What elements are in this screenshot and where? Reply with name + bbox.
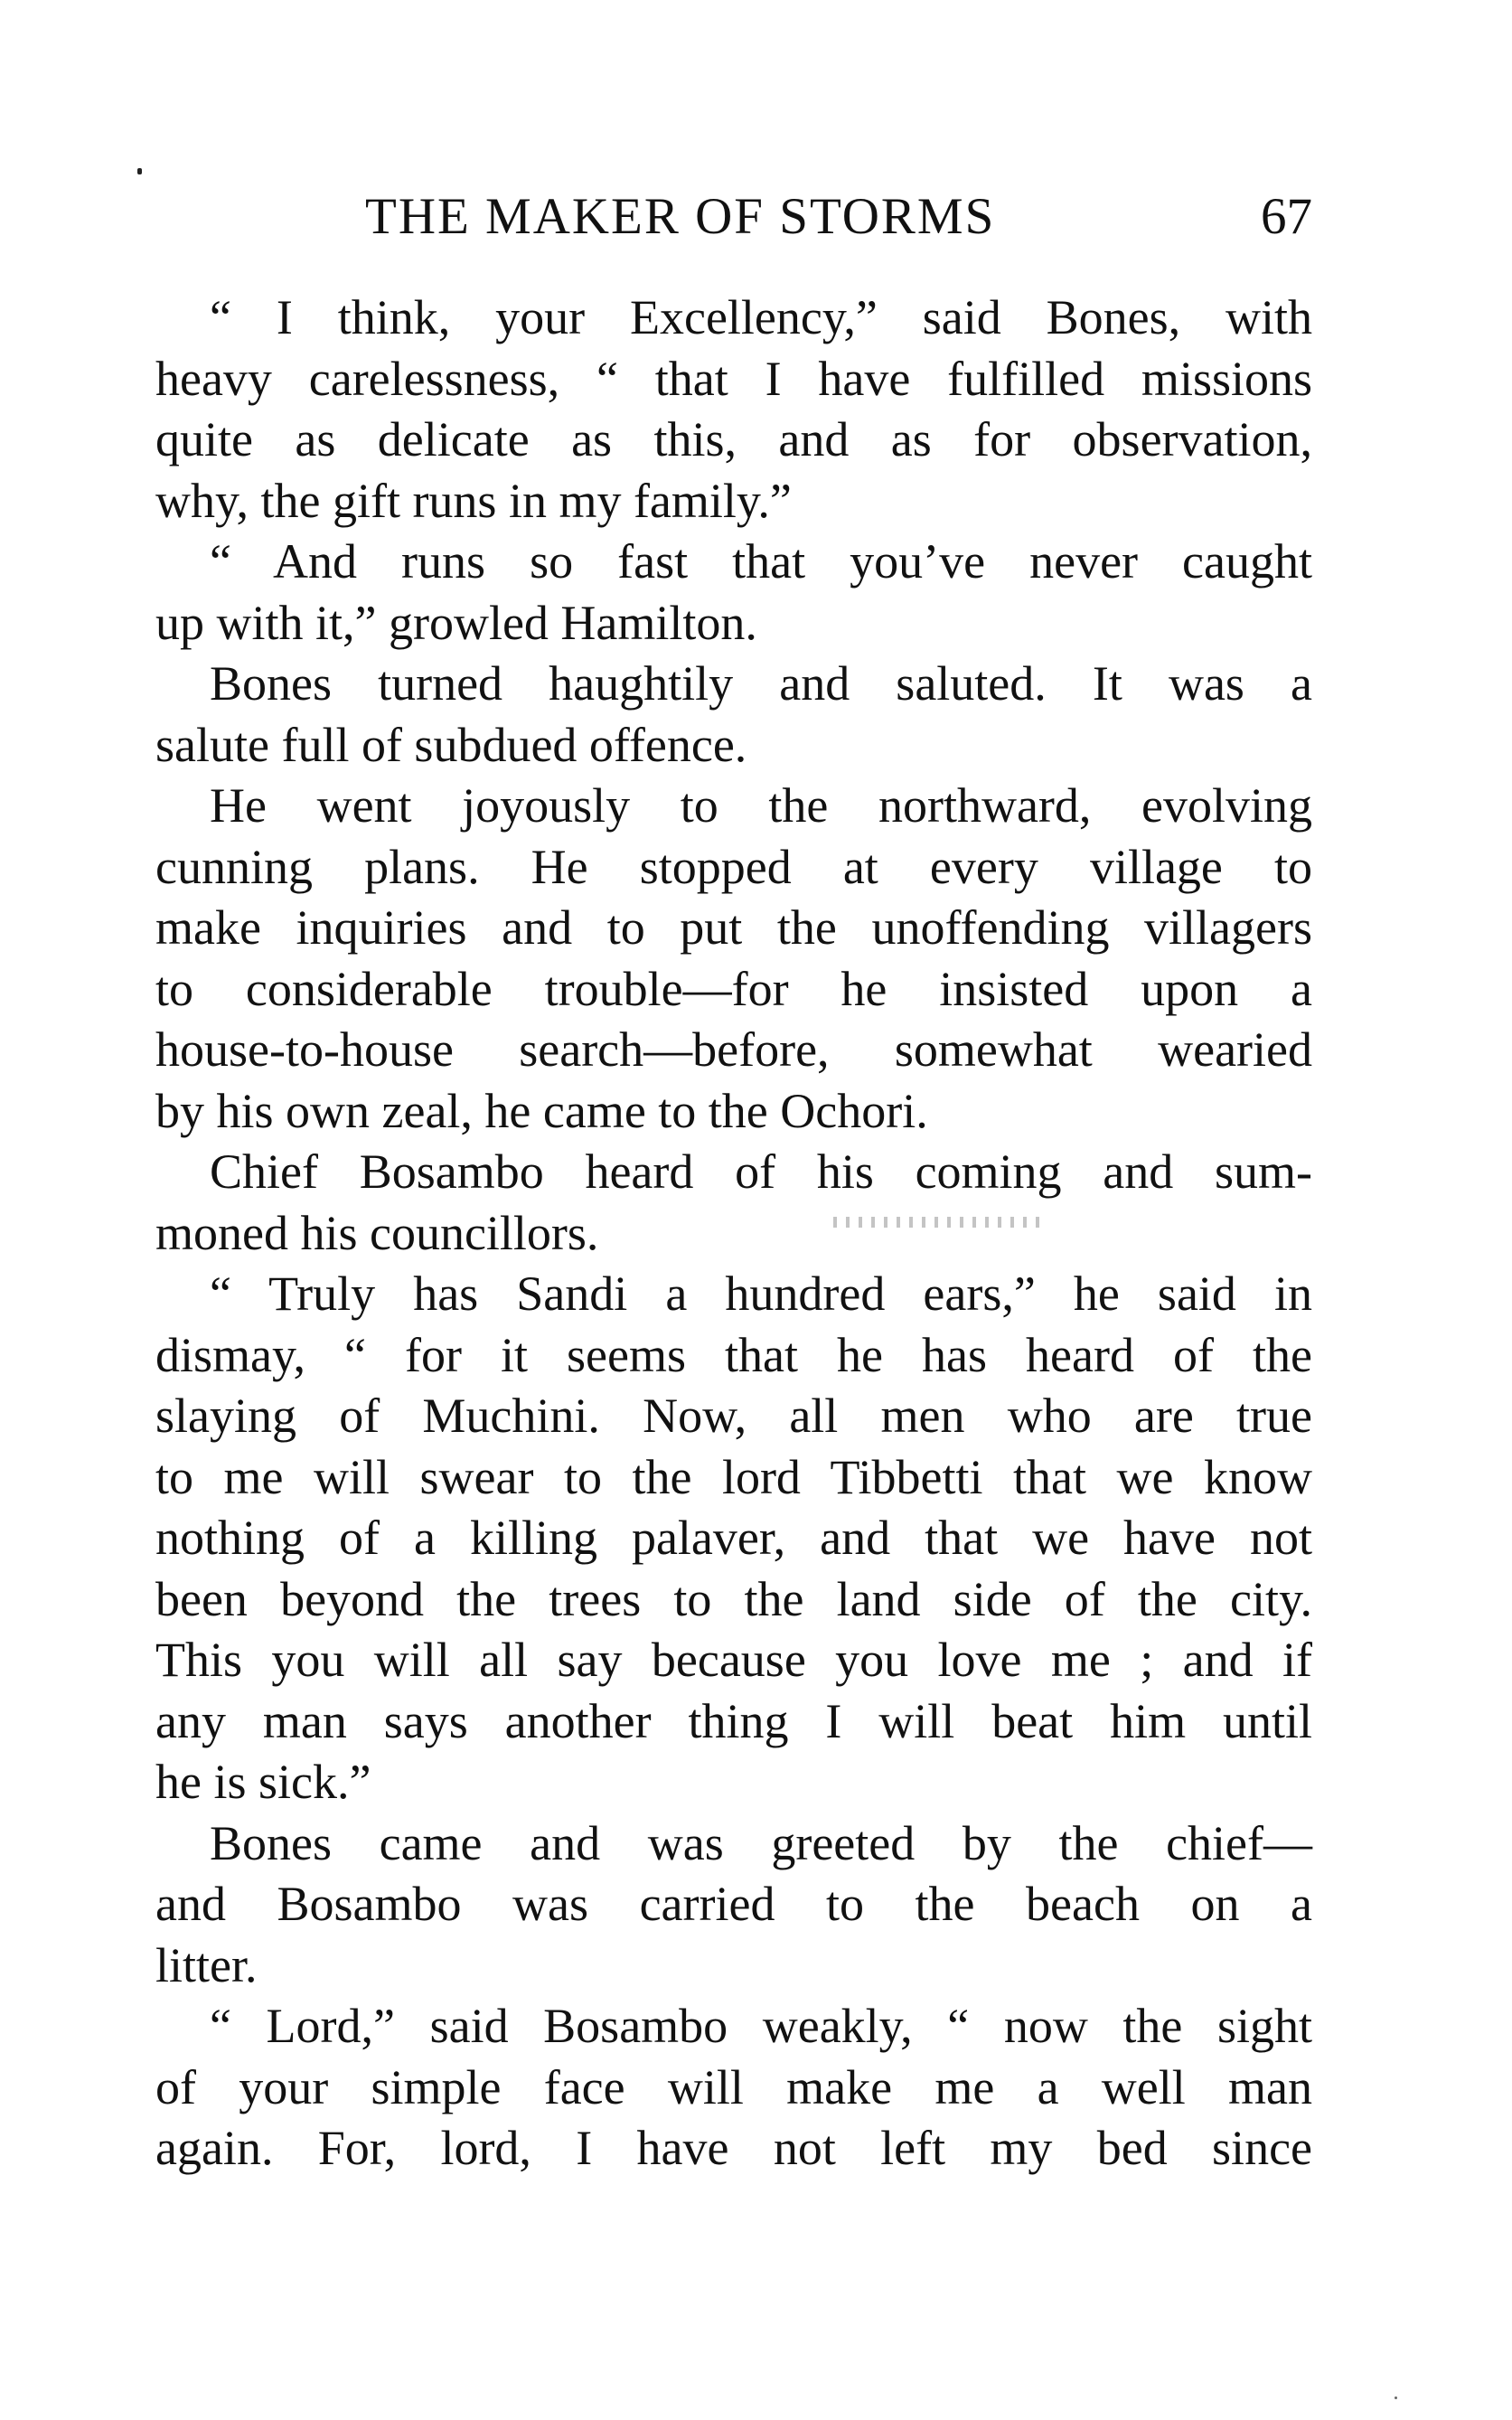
paragraph [155, 776, 1312, 1142]
print-smudge [833, 1217, 1041, 1228]
running-header [155, 185, 1312, 249]
text-line: Bones turned haughtily and saluted. It was a [210, 656, 1312, 711]
text-line: to me will swear to the lord Tibbetti that we know [155, 1449, 1312, 1504]
paragraph [155, 1142, 1312, 1264]
text-line: heavy carelessness, “ that I have fulfilled missions [155, 351, 1312, 406]
paragraph [155, 654, 1312, 776]
text-line: again. For, lord, I have not left my bed since [155, 2121, 1312, 2175]
text-line: to considerable trouble—for he insisted upon a [155, 961, 1312, 1016]
text-line: quite as delicate as this, and as for observation, [155, 412, 1312, 466]
paragraph [155, 1813, 1312, 1997]
body-text [155, 287, 1312, 2180]
print-speck [1395, 2396, 1397, 2399]
text-line: make inquiries and to put the unoffending villagers [155, 900, 1312, 955]
text-line: This you will all say because you love me ; and if [155, 1633, 1312, 1687]
text-line: slaying of Muchini. Now, all men who are true [155, 1389, 1312, 1443]
text-line: “ I think, your Excellency,” said Bones, with [210, 290, 1312, 344]
text-line: been beyond the trees to the land side of the city. [155, 1571, 1312, 1626]
text-line: and Bosambo was carried to the beach on a [155, 1877, 1312, 1931]
text-line: He went joyously to the northward, evolving [210, 778, 1312, 833]
text-line: up with it,” growled Hamilton. [155, 595, 757, 650]
paragraph [155, 532, 1312, 654]
paragraph [155, 287, 1312, 532]
paragraph [155, 1996, 1312, 2180]
text-line: by his own zeal, he came to the Ochori. [155, 1083, 928, 1138]
text-line: litter. [155, 1937, 258, 1992]
text-line: of your simple face will make me a well man [155, 2059, 1312, 2114]
text-line: why, the gift runs in my family.” [155, 473, 792, 528]
text-line: house-to-house search—before, somewhat wearied [155, 1022, 1312, 1077]
text-line: any man says another thing I will beat him until [155, 1693, 1312, 1748]
text-line: nothing of a killing palaver, and that we have not [155, 1511, 1312, 1565]
running-title: THE MAKER OF STORMS [365, 188, 996, 245]
text-line: “ Truly has Sandi a hundred ears,” he said in [210, 1266, 1312, 1321]
text-line: “ Lord,” said Bosambo weakly, “ now the sight [210, 1999, 1312, 2053]
text-line: he is sick.” [155, 1755, 371, 1809]
text-line: “ And runs so fast that you’ve never caught [210, 534, 1312, 589]
text-line: dismay, “ for it seems that he has heard of the [155, 1327, 1312, 1382]
text-line: moned his councillors. [155, 1205, 599, 1260]
text-line: Chief Bosambo heard of his coming and sum- [210, 1144, 1312, 1199]
text-line: Bones came and was greeted by the chief— [210, 1815, 1312, 1870]
text-line: salute full of subdued offence. [155, 717, 747, 772]
print-speck [137, 168, 142, 174]
page-number: 67 [1261, 188, 1312, 245]
paragraph [155, 1264, 1312, 1813]
text-line: cunning plans. He stopped at every village to [155, 839, 1312, 894]
